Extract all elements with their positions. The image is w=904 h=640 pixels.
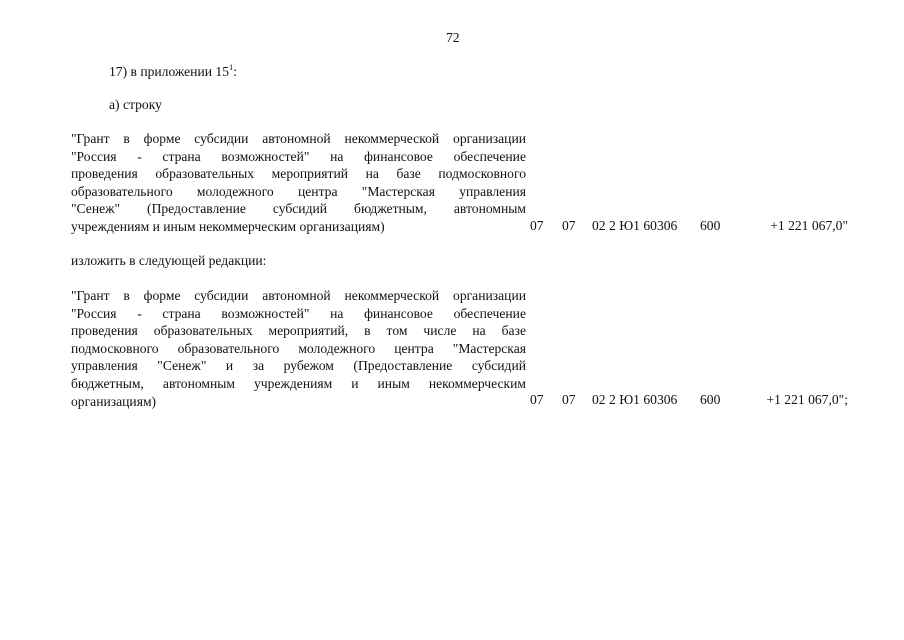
new-row-line: бюджетным, автономным учреждениям и иным некоммерческим: [71, 375, 526, 391]
old-row-expense-type-code: 600: [700, 218, 721, 233]
old-row-line: проведения образовательных мероприятий на базе подмосковного: [71, 166, 526, 182]
sub-item-a: а) строку: [109, 97, 162, 112]
old-row-section-code: 07: [530, 218, 544, 233]
new-row-description: [71, 287, 526, 410]
new-row-section-code: 07: [530, 392, 544, 407]
new-row-subsection-code: 07: [562, 392, 576, 407]
item-17-suffix: :: [233, 64, 238, 79]
new-row-line: подмосковного образовательного молодежного центра "Мастерская: [71, 340, 526, 356]
old-row-line: учреждениям и иным некоммерческим организациям): [71, 218, 385, 234]
old-row-line: "Россия - страна возможностей" на финансовое обеспечение: [71, 148, 526, 164]
old-row-line: образовательного молодежного центра "Мастерская управления: [71, 183, 526, 199]
item-17-text: 17) в приложении 15: [109, 64, 229, 79]
old-row-line: "Сенеж" (Предоставление субсидий бюджетным, автономным: [71, 201, 526, 217]
new-row-line: "Грант в форме субсидии автономной некоммерческой организации: [71, 288, 526, 303]
old-row-amount: +1 221 067,0": [770, 218, 848, 233]
new-row-line: организациям): [71, 393, 157, 409]
new-row-line: "Россия - страна возможностей" на финансовое обеспечение: [71, 305, 526, 321]
item-17-superscript: 1: [229, 62, 234, 72]
old-row-description: [71, 130, 526, 236]
new-row-expense-type-code: 600: [700, 392, 721, 407]
item-17-heading: [109, 64, 237, 80]
new-row-line: управления "Сенеж" и за рубежом (Предоставление субсидий: [71, 358, 526, 374]
replace-instruction: изложить в следующей редакции:: [71, 253, 267, 268]
old-row-subsection-code: 07: [562, 218, 576, 233]
new-row-amount: +1 221 067,0";: [766, 392, 848, 407]
new-row-target-article-code: 02 2 Ю1 60306: [592, 392, 678, 407]
new-row-line: проведения образовательных мероприятий, в том числе на базе: [71, 323, 526, 339]
old-row-target-article-code: 02 2 Ю1 60306: [592, 218, 678, 233]
old-row-line: "Грант в форме субсидии автономной некоммерческой организации: [71, 131, 526, 146]
page-number: 72: [446, 30, 460, 45]
